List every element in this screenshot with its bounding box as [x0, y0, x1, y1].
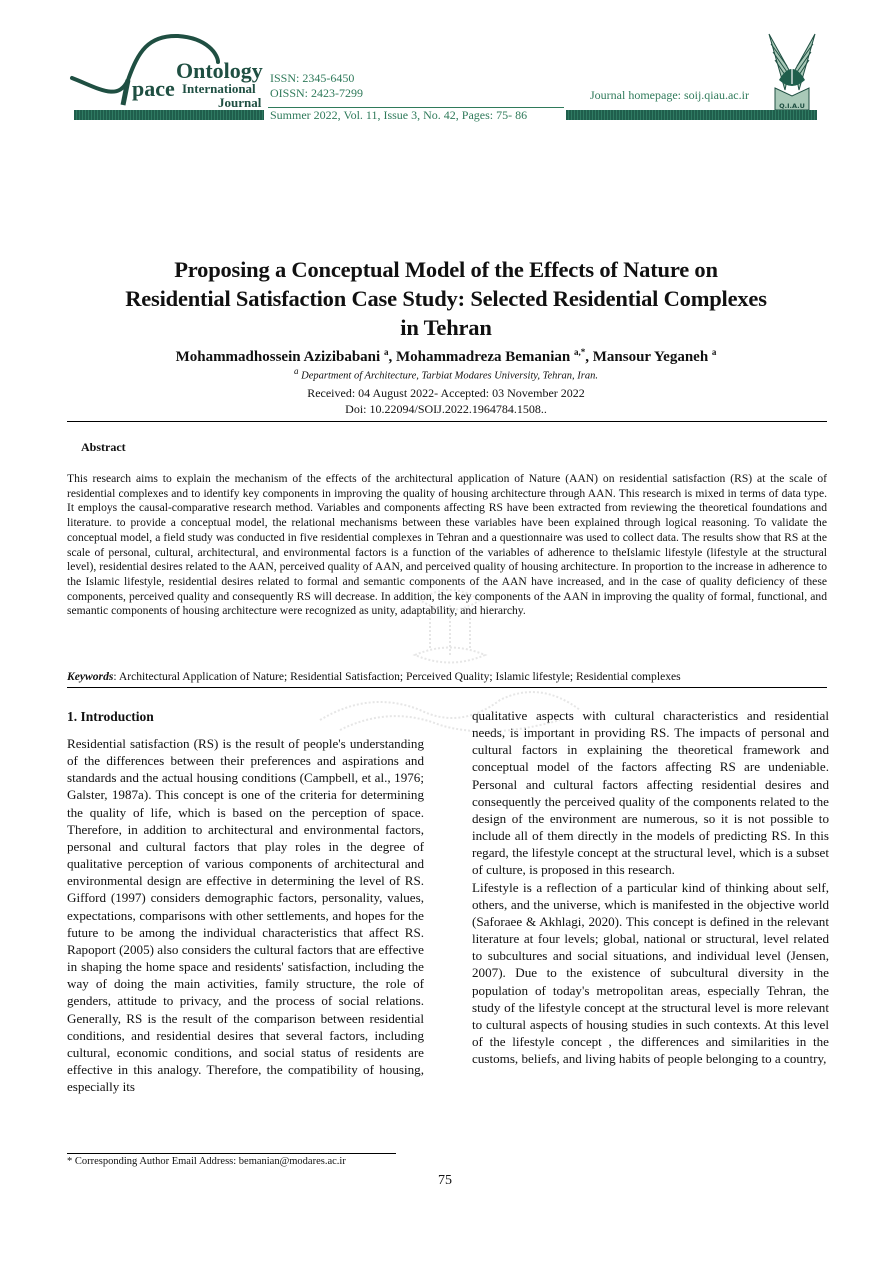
footnote-corresponding-author: * Corresponding Author Email Address: bemanian@modares.ac.ir: [67, 1156, 346, 1167]
divider-top: [67, 421, 827, 422]
paragraph: Lifestyle is a reflection of a particular kind of thinking about self, others, and the universe, which is manifested in the objective world (Saforaee & Akhlagi, 2020). This concept is defined in the relevant literature at four levels; global, national or structural, level related to subcultures and social situations, and individual level (Jensen, 2007). Due to the existence of subcultural diversity in the population of today's metropolitan areas, especially Tehran, the study of the lifestyle concept at the structural level is more relevant to cultural aspects of housing studies in such contexts. At this level of the lifestyle concept , the differences and similarities in the customs, beliefs, and living habits of people belonging to a country,: [472, 879, 829, 1067]
affiliation: [40, 364, 852, 384]
author-mark: a: [711, 347, 717, 357]
university-logo: [765, 30, 819, 112]
left-column: [67, 735, 424, 1095]
logo-word-journal: Journal: [218, 95, 262, 110]
issn-block: [270, 71, 363, 101]
title-line-2: Residential Satisfaction Case Study: Selected Residential Complexes: [125, 286, 767, 311]
keywords-text: : Architectural Application of Nature; Residential Satisfaction; Perceived Quality; Islamic lifestyle; Residential complexes: [113, 670, 681, 683]
page-number: 75: [438, 1173, 452, 1188]
author-name: Mohammadhossein Azizibabani: [175, 349, 381, 365]
author-name: Mohammadreza Bemanian: [395, 349, 571, 365]
journal-homepage[interactable]: Journal homepage: soij.qiau.ac.ir: [590, 88, 749, 102]
issue-line: Summer 2022, Vol. 11, Issue 3, No. 42, Pages: 75- 86: [270, 108, 528, 122]
header-bar-right: [566, 110, 817, 120]
journal-logo: [68, 30, 268, 110]
affiliation-text: Department of Architecture, Tarbiat Modares University, Tehran, Iran.: [301, 370, 598, 382]
abstract-text: This research aims to explain the mechanism of the effects of the architectural application of Nature (AAN) on residential satisfaction (RS) at the scale of residential complexes and to identify key components in improving the quality of housing architecture through AAN. This research is mixed in terms of data type. It employs the causal-comparative research method. Variables and components affecting RS have been extracted from reviewing the theoretical foundations and literature. to provide a conceptual model, the relational mechanisms between these variables have been explained through logical reasoning. To validate the conceptual model, a field study was conducted in five residential complexes in Tehran and a questionnaire was used to collect data. The results show that RS at the scale of personal, cultural, architectural, and environmental factors is a function of the variables of adherence to theIslamic lifestyle (lifestyle at the structural level), residential desires related to the AAN, perceived quality of AAN, and perceived quality of housing architecture. In proportion to the increase in adherence to the Islamic lifestyle, residential desires related to formal and semantic components of the AAN have increased, and in the case of quality deficiency of these components, perceived quality and consequently RS will decrease. In addition, the key components of the AAN in improving the quality of formal, functional, and semantic components of housing architecture were recognized as unity, adaptability, and hierarchy.: [67, 472, 827, 618]
author-name: Mansour Yeganeh: [592, 349, 709, 365]
doi[interactable]: Doi: 10.22094/SOIJ.2022.1964784.1508..: [345, 402, 547, 416]
logo-word-ontology: Ontology: [176, 58, 263, 83]
keywords-label: Keywords: [67, 670, 114, 683]
oissn: OISSN: 2423-7299: [270, 86, 364, 100]
paragraph: Residential satisfaction (RS) is the result of people's understanding of the differences between their preferences and aspirations and standards and the actual housing conditions (Campbell, et al., 1976; Galster, 1987a). This concept is one of the criteria for determining the quality of life, which is based on the perception of space. Therefore, in addition to architectural and environmental factors, personal and cultural factors that play roles in the degree of qualitative perception of various components of architectural and environmental design are effective in determining the level of RS. Gifford (1997) considers demographic factors, personality, values, expectations, comparisons with other settlements, and hopes for the future to be among the individual characteristics that affect RS. Rapoport (2005) also considers the cultural factors that are effective in shaping the home space and residents' satisfaction, including the way of doing the main activities, family structure, the role of genders, attitude to privacy, and the process of social relations. Generally, RS is the result of the comparison between residential conditions, and residential desires that several factors, including cultural, economic conditions, and social status of residents are effective in this analogy. Therefore, the compatibility of housing, especially its: [67, 736, 424, 1095]
right-column: [472, 707, 829, 1067]
divider-keywords: [67, 687, 827, 688]
paragraph: qualitative aspects with cultural characteristics and residential needs, is important in providing RS. The impacts of personal and cultural factors in explaining the theoretical framework and conceptual model of the factors affecting RS are undeniable. Personal and cultural factors affecting residential desires and consequently the perceived quality of the components related to the design of the environment are numerous, so it is not possible to include all of them directly in the models of predicting RS. In this regard, the lifestyle concept at the structural level, which is a subset of culture, is proposed in this research.: [472, 708, 829, 878]
author-mark: a,*: [573, 347, 586, 357]
footnote-divider: [67, 1153, 396, 1154]
university-logo-text: Q.I.A.U: [779, 102, 805, 110]
issn: ISSN: 2345-6450: [270, 71, 355, 85]
received-accepted: Received: 04 August 2022- Accepted: 03 November 2022: [307, 386, 585, 400]
abstract-heading: Abstract: [81, 440, 126, 454]
keywords: [67, 669, 827, 684]
section-heading-introduction: 1. Introduction: [67, 709, 154, 724]
logo-word-international: International: [182, 81, 256, 96]
author-list: Mohammadhossein Azizibabani $^a$, Mohammadreza Bemanian $^{a,*}$, Mansour Yeganeh $^a$: [175, 347, 717, 365]
affiliation-mark: a: [294, 366, 299, 376]
title-line-3: in Tehran: [400, 315, 492, 340]
header-bar-left: [74, 110, 264, 120]
title-line-1: Proposing a Conceptual Model of the Effects of Nature on: [174, 257, 718, 282]
author-mark: a: [383, 347, 389, 357]
article-title: [40, 255, 852, 342]
logo-word-pace: pace: [132, 76, 175, 101]
article-dates: [40, 385, 852, 417]
